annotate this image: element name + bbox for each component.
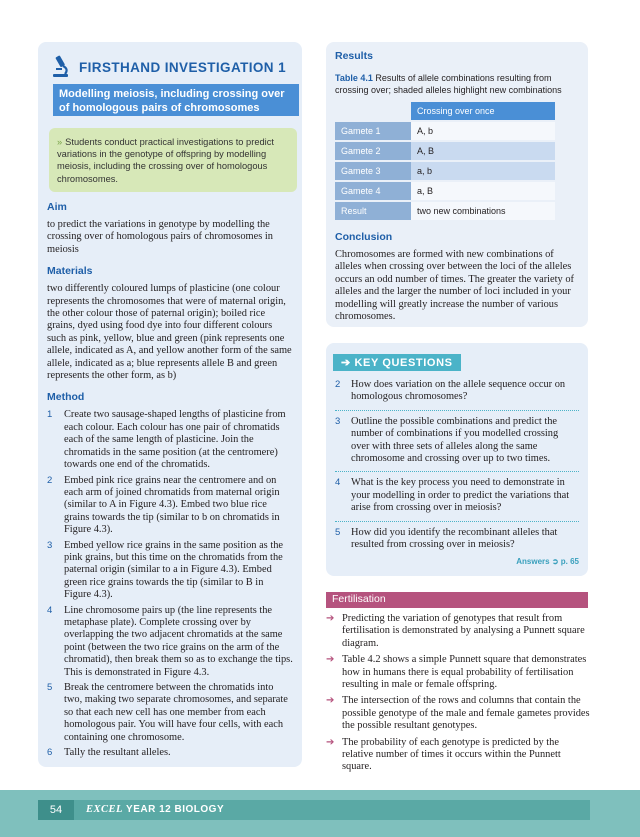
aim-heading: Aim	[47, 201, 67, 213]
conclusion-heading: Conclusion	[335, 231, 393, 243]
brand-name: EXCEL	[86, 804, 123, 815]
arrow-right-icon: ➔	[326, 613, 335, 624]
fertilisation-point: ➔ Table 4.2 shows a simple Punnett square that demonstrates how in humans there is equal probability of fertilisation resulting in male or female offspring.	[326, 654, 587, 691]
syllabus-box	[49, 128, 297, 192]
question-item: 4 What is the key process you need to demonstrate in your modelling in order to predict the variations that arise from crossing over in meiosis?	[335, 477, 579, 521]
fertilisation-point: ➔ The probability of each genotype is predicted by the relative number of times it occurs within the Punnett square.	[326, 736, 561, 773]
method-list	[47, 409, 293, 759]
fertilisation-point: ➔ Predicting the variation of genotypes that result from fertilisation is demonstrated by analysing a Punnett square diagram.	[326, 613, 585, 649]
method-step: 2 Embed pink rice grains near the centromere and on each arm of joined chromatids from maternal origin (similar to A in Figure 4.3). Embed two blue rice grains towards the tip (similar to b on chromatids in Figure 4.3).	[47, 474, 280, 536]
key-questions-title: ➔ KEY QUESTIONS	[333, 354, 461, 371]
materials-heading: Materials	[47, 265, 93, 278]
investigation-title: FIRSTHAND INVESTIGATION 1	[79, 59, 287, 75]
method-step: 1 Create two sausage-shaped lengths of plasticine from each colour. Each colour has one pair of chromatids each of the same length of plasticine. Join the chromatids in the same position (at the centromere) towards one end of the chromatids.	[47, 409, 286, 471]
key-questions-panel	[326, 343, 588, 576]
results-table	[335, 100, 555, 222]
investigation-subtitle: Modelling meiosis, including crossing over of homologous pairs of chromosomes	[53, 84, 299, 116]
microscope-icon	[47, 54, 73, 80]
page-number: 54	[38, 800, 74, 820]
investigation-panel	[38, 42, 302, 767]
table-row: Gamete 2 A, B	[335, 142, 555, 160]
conclusion-text: Chromosomes are formed with new combinations of alleles when crossing over between the loci of the alleles occurs an odd number of times. The greater the variety of alleles and the larger the number of loci included in your modelling will greatly increase the number of various chromosomes.	[335, 249, 574, 323]
method-step: 4 Line chromosome pairs up (the line represents the metaphase plate). Complete crossing over by overlapping the two adjacent chromatids at the same point (between the two rice grains on the arm of the chromatid), then break them so as to exchange the tips. This is demonstrated in Figure 4.3.	[47, 604, 293, 678]
footer-title: EXCEL YEAR 12 BIOLOGY	[86, 804, 225, 815]
results-panel	[326, 42, 588, 327]
question-item: 2 How does variation on the allele sequence occur on homologous chromosomes?	[335, 379, 579, 411]
method-step: 5 Break the centromere between the chromatids into two, making two separate chromosomes, and separate so that each new cell has one member from each homologous pair. You will have four cells, with each containing one chromosome.	[47, 682, 288, 743]
double-chevron-icon: »	[57, 137, 63, 147]
syllabus-text: Students conduct practical investigations to predict variations in the genotype of offspring by modelling meiosis, including the crossing over of homologous chromosomes.	[57, 137, 274, 184]
aim-text: to predict the variations in genotype by modelling the crossing over of homologous pairs of chromosomes in meiosis	[47, 219, 273, 255]
results-heading: Results	[335, 50, 373, 62]
key-questions-list	[335, 379, 579, 557]
table-row: Gamete 4 a, B	[335, 182, 555, 200]
fertilisation-heading: Fertilisation	[326, 592, 588, 608]
table-corner	[335, 102, 411, 120]
table-row: Gamete 3 a, b	[335, 162, 555, 180]
table-row: Gamete 1 A, b	[335, 122, 555, 140]
fertilisation-point: ➔ The intersection of the rows and columns that contain the possible genotype of the male and female gametes provides the possible resultant genotypes.	[326, 695, 590, 732]
fertilisation-list	[326, 613, 592, 778]
method-step: 6 Tally the resultant alleles.	[47, 747, 171, 759]
table-row: Result two new combinations	[335, 202, 555, 220]
table-column-header: Crossing over once	[411, 102, 555, 120]
question-item: 5 How did you identify the recombinant alleles that resulted from crossing over in meiosis?	[335, 526, 558, 551]
table-label: Table 4.1	[335, 73, 373, 83]
investigation-header	[47, 52, 293, 82]
question-item: 3 Outline the possible combinations and predict the number of combinations if you modelled crossing over with three sets of alleles along the same chromosome and crossing over up to two times.	[335, 416, 579, 473]
method-heading: Method	[47, 391, 85, 404]
answers-link[interactable]: Answers ➲ p. 65	[516, 557, 579, 567]
arrow-right-icon: ➔	[326, 695, 335, 707]
method-step: 3 Embed yellow rice grains in the same position as the pink grains, but this time on the chromatids from the paternal origin (similar to a in Figure 4.3). Embed green rice grains towards the tip (similar to B in Figure 4.3).	[47, 539, 284, 601]
materials-text: two differently coloured lumps of plasticine (one colour represents the chromosomes that were of maternal origin, the other colour those of paternal origin); boiled rice grains, dyed using food dye into four different colours such as pink, yellow, blue and green (pink represents one allele, indicated as A, and yellow another form of the same allele, indicated as a; blue represents allele B and green represents the other form, as b)	[47, 283, 292, 382]
arrow-right-icon: ➔	[326, 736, 335, 748]
table-caption: Table 4.1 Results of allele combinations resulting from crossing over; shaded alleles highlight new combinations	[335, 73, 562, 95]
arrow-right-icon: ➔	[341, 357, 355, 369]
arrow-right-icon: ➔	[326, 654, 335, 666]
